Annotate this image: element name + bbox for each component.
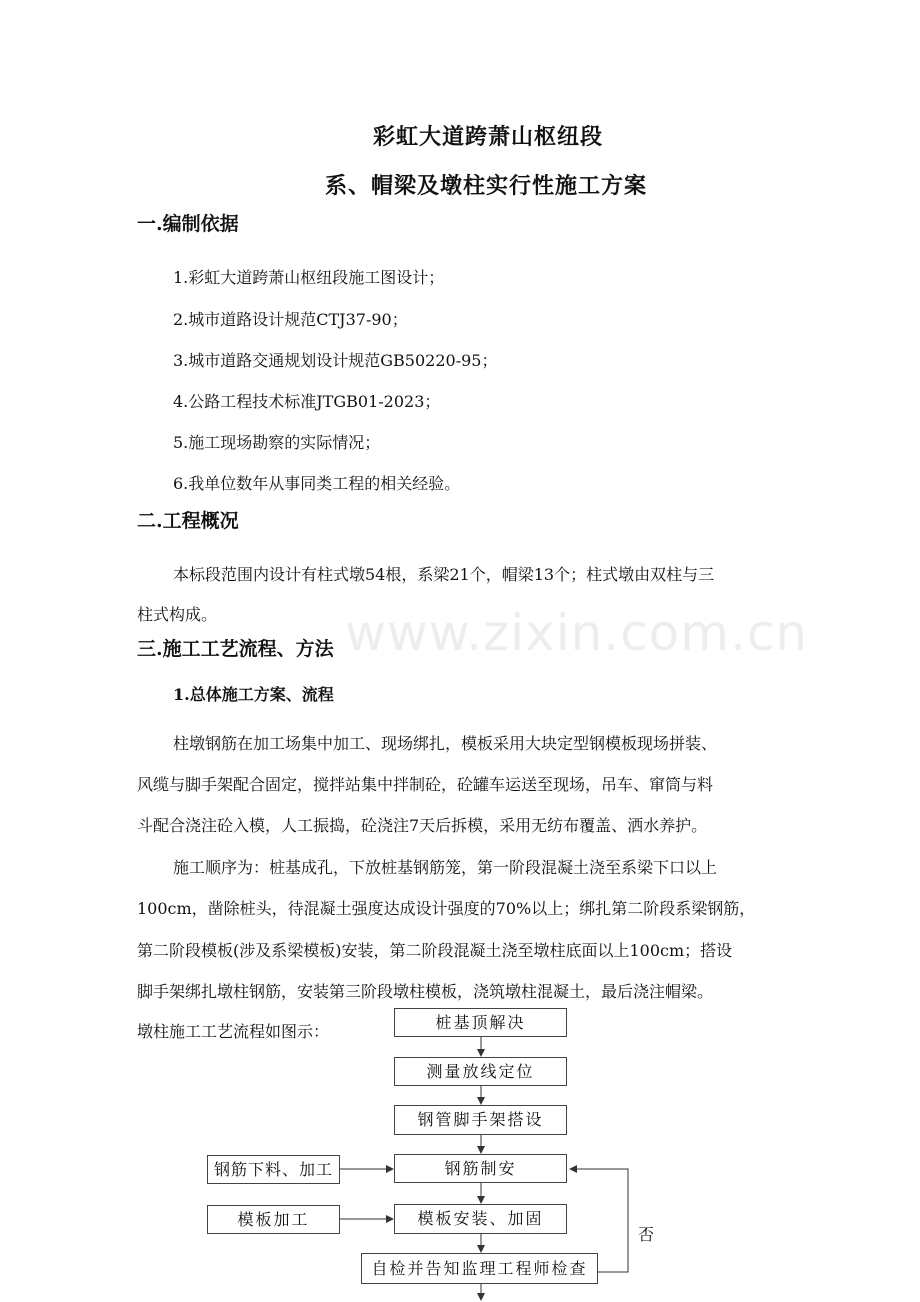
section2-para-line2: 柱式构成。 (137, 605, 218, 624)
section3-subheading: 1.总体施工方案、流程 (173, 685, 334, 704)
section3-para1-line1: 柱墩钢筋在加工场集中加工、现场绑扎，模板采用大块定型钢模板现场拼装、 (173, 734, 718, 753)
section1-item-5: 5.施工现场勘察的实际情况； (173, 433, 381, 452)
section3-para1-line2: 风缆与脚手架配合固定，搅拌站集中拌制砼，砼罐车运送至现场，吊车、窜筒与料 (137, 775, 714, 794)
flow-input-rebar-processing: 钢筋下料、加工 (207, 1155, 340, 1184)
section2-para-line1: 本标段范围内设计有柱式墩54根，系梁21个，帽梁13个；柱式墩由双柱与三 (173, 565, 715, 584)
section3-para2-line1: 施工顺序为：桩基成孔，下放桩基钢筋笼，第一阶段混凝土浇至系梁下口以上 (173, 858, 718, 877)
section3-heading: 三.施工工艺流程、方法 (137, 638, 334, 660)
section3-para2-line4: 脚手架绑扎墩柱钢筋，安装第三阶段墩柱模板，浇筑墩柱混凝土，最后浇注帽梁。 (137, 982, 714, 1001)
flow-caption: 墩柱施工工艺流程如图示： (137, 1022, 330, 1041)
flow-step-survey: 测量放线定位 (394, 1057, 567, 1086)
doc-title-line1: 彩虹大道跨萧山枢纽段 (373, 124, 604, 150)
flow-loop-label: 否 (638, 1225, 655, 1244)
flow-step-inspection: 自检并告知监理工程师检查 (361, 1253, 598, 1284)
section1-item-3: 3.城市道路交通规划设计规范GB50220-95； (173, 351, 498, 370)
doc-title-line2: 系、帽梁及墩柱实行性施工方案 (325, 173, 648, 199)
flow-step-pile-top: 桩基顶解决 (394, 1008, 567, 1037)
section3-para2-line3: 第二阶段模板(涉及系梁模板)安装，第二阶段混凝土浇至墩柱底面以上100cm；搭设 (137, 941, 733, 960)
section3-para2-line2: 100cm，凿除桩头，待混凝土强度达成设计强度的70%以上；绑扎第二阶段系梁钢筋， (137, 899, 756, 918)
section2-heading: 二.工程概况 (137, 510, 239, 532)
flow-step-formwork: 模板安装、加固 (394, 1204, 567, 1234)
section1-heading: 一.编制依据 (137, 213, 239, 235)
section1-item-6: 6.我单位数年从事同类工程的相关经验。 (173, 474, 461, 493)
section1-item-2: 2.城市道路设计规范CTJ37-90； (173, 310, 408, 329)
section1-item-4: 4.公路工程技术标准JTGB01-2023； (173, 392, 441, 411)
flow-input-formwork-processing: 模板加工 (207, 1205, 340, 1234)
flow-step-rebar: 钢筋制安 (394, 1154, 567, 1183)
flow-step-scaffold: 钢管脚手架搭设 (394, 1105, 567, 1135)
section3-para1-line3: 斗配合浇注砼入模，人工振捣，砼浇注7天后拆模，采用无纺布覆盖、洒水养护。 (137, 816, 708, 835)
section1-item-1: 1.彩虹大道跨萧山枢纽段施工图设计； (173, 268, 445, 287)
watermark: www.zixin.com.cn (345, 604, 809, 662)
